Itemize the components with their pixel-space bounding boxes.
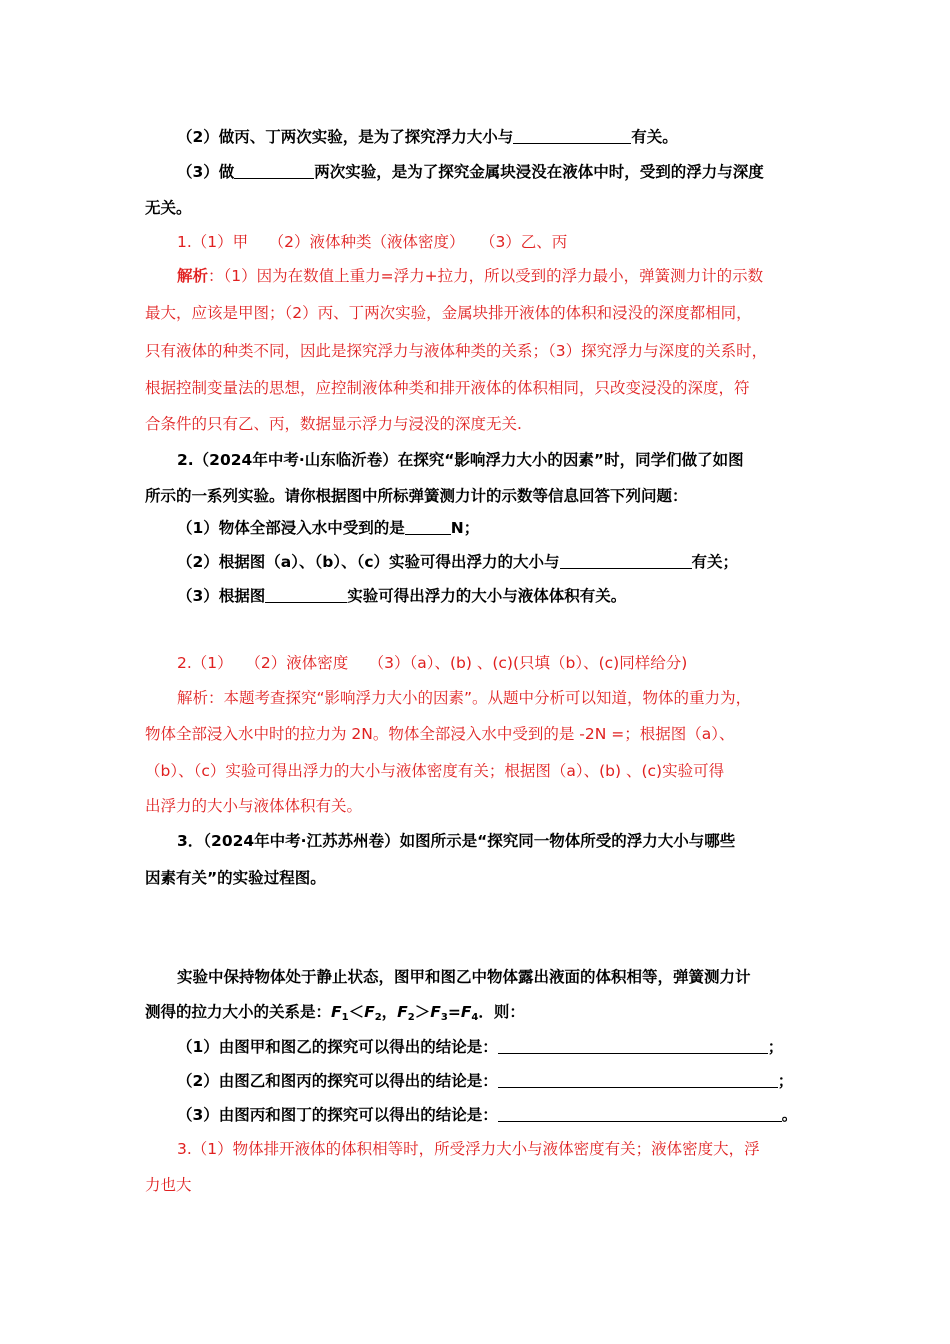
analysis-2-line4: 出浮力的大小与液体体积有关。 [145, 797, 363, 815]
answer-2: 2.（1） （2）液体密度 （3）（a）、(b) 、(c)(只填（b）、(c)同样给分) [177, 654, 688, 672]
answer-blank[interactable] [498, 1106, 782, 1122]
answer-3-line2: 力也大 [145, 1176, 192, 1194]
q1-part2: （2）做丙、丁两次实验，是为了探究浮力大小与 有关。 [177, 128, 678, 146]
analysis-1-line4: 根据控制变量法的思想，应控制液体种类和排开液体的体积相同，只改变浸没的深度，符 [145, 379, 750, 397]
q3-stem-line2: 因素有关”的实验过程图。 [145, 869, 326, 887]
answer-blank[interactable] [265, 587, 347, 603]
answer-blank[interactable] [498, 1038, 768, 1054]
q2-stem-line1: 2.（2024年中考·山东临沂卷）在探究“影响浮力大小的因素”时，同学们做了如图 [177, 451, 744, 469]
answer-blank[interactable] [560, 553, 692, 569]
analysis-2-line3: （b）、（c）实验可得出浮力的大小与液体密度有关；根据图（a）、(b) 、(c)实验可得 [145, 762, 725, 780]
q2-stem-line2: 所示的一系列实验。请你根据图中所标弹簧测力计的示数等信息回答下列问题： [145, 487, 688, 505]
q2-part3: （3）根据图 实验可得出浮力的大小与液体体积有关。 [177, 587, 627, 605]
q1-part3: （3）做 两次实验，是为了探究金属块浸没在液体中时，受到的浮力与深度 [177, 163, 764, 181]
answer-3-line1: 3.（1）物体排开液体的体积相等时，所受浮力大小与液体密度有关；液体密度大，浮 [177, 1140, 760, 1158]
answer-blank[interactable] [234, 163, 314, 179]
q3-stem-line1: 3．（2024年中考·江苏苏州卷）如图所示是“探究同一物体所受的浮力大小与哪些 [177, 832, 736, 850]
q2-part2: （2）根据图（a）、（b）、（c）实验可得出浮力的大小与 有关； [177, 553, 739, 571]
q3-force-relation: 测得的拉力大小的关系是：$F_1<F_2$，$F_2>F_3=F_4$．则： [145, 1003, 525, 1023]
analysis-1-line5: 合条件的只有乙、丙，数据显示浮力与浸没的深度无关. [145, 415, 522, 433]
analysis-2-line1: 解析：本题考查探究“影响浮力大小的因素”。从题中分析可以知道，物体的重力为， [177, 689, 752, 707]
q2-part1: （1）物体全部浸入水中受到的是 N； [177, 519, 480, 537]
analysis-1-line3: 只有液体的种类不同，因此是探究浮力与液体种类的关系；（3）探究浮力与深度的关系时， [145, 342, 768, 360]
q3-stem-line3: 实验中保持物体处于静止状态，图甲和图乙中物体露出液面的体积相等，弹簧测力计 [177, 968, 751, 986]
answer-1: 1.（1）甲 （2）液体种类（液体密度） （3）乙、丙 [177, 233, 568, 251]
answer-blank[interactable] [513, 128, 631, 144]
q3-part2: （2）由图乙和图丙的探究可以得出的结论是： ； [177, 1072, 794, 1090]
analysis-2-line2: 物体全部浸入水中时的拉力为 2N。物体全部浸入水中受到的是 -2N =；根据图（a）、 [145, 725, 735, 743]
q1-part3-cont: 无关。 [145, 199, 192, 217]
answer-blank[interactable] [498, 1072, 778, 1088]
analysis-1-line1: 解析：（1）因为在数值上重力=浮力+拉力，所以受到的浮力最小，弹簧测力计的示数 [177, 267, 764, 285]
q3-part1: （1）由图甲和图乙的探究可以得出的结论是： ； [177, 1038, 784, 1056]
answer-blank[interactable] [405, 519, 451, 535]
analysis-label: 解析 [177, 267, 209, 285]
analysis-1-line2: 最大，应该是甲图；（2）丙、丁两次实验，金属块排开液体的体积和浸没的深度都相同， [145, 304, 752, 322]
q3-part3: （3）由图丙和图丁的探究可以得出的结论是： 。 [177, 1106, 798, 1124]
